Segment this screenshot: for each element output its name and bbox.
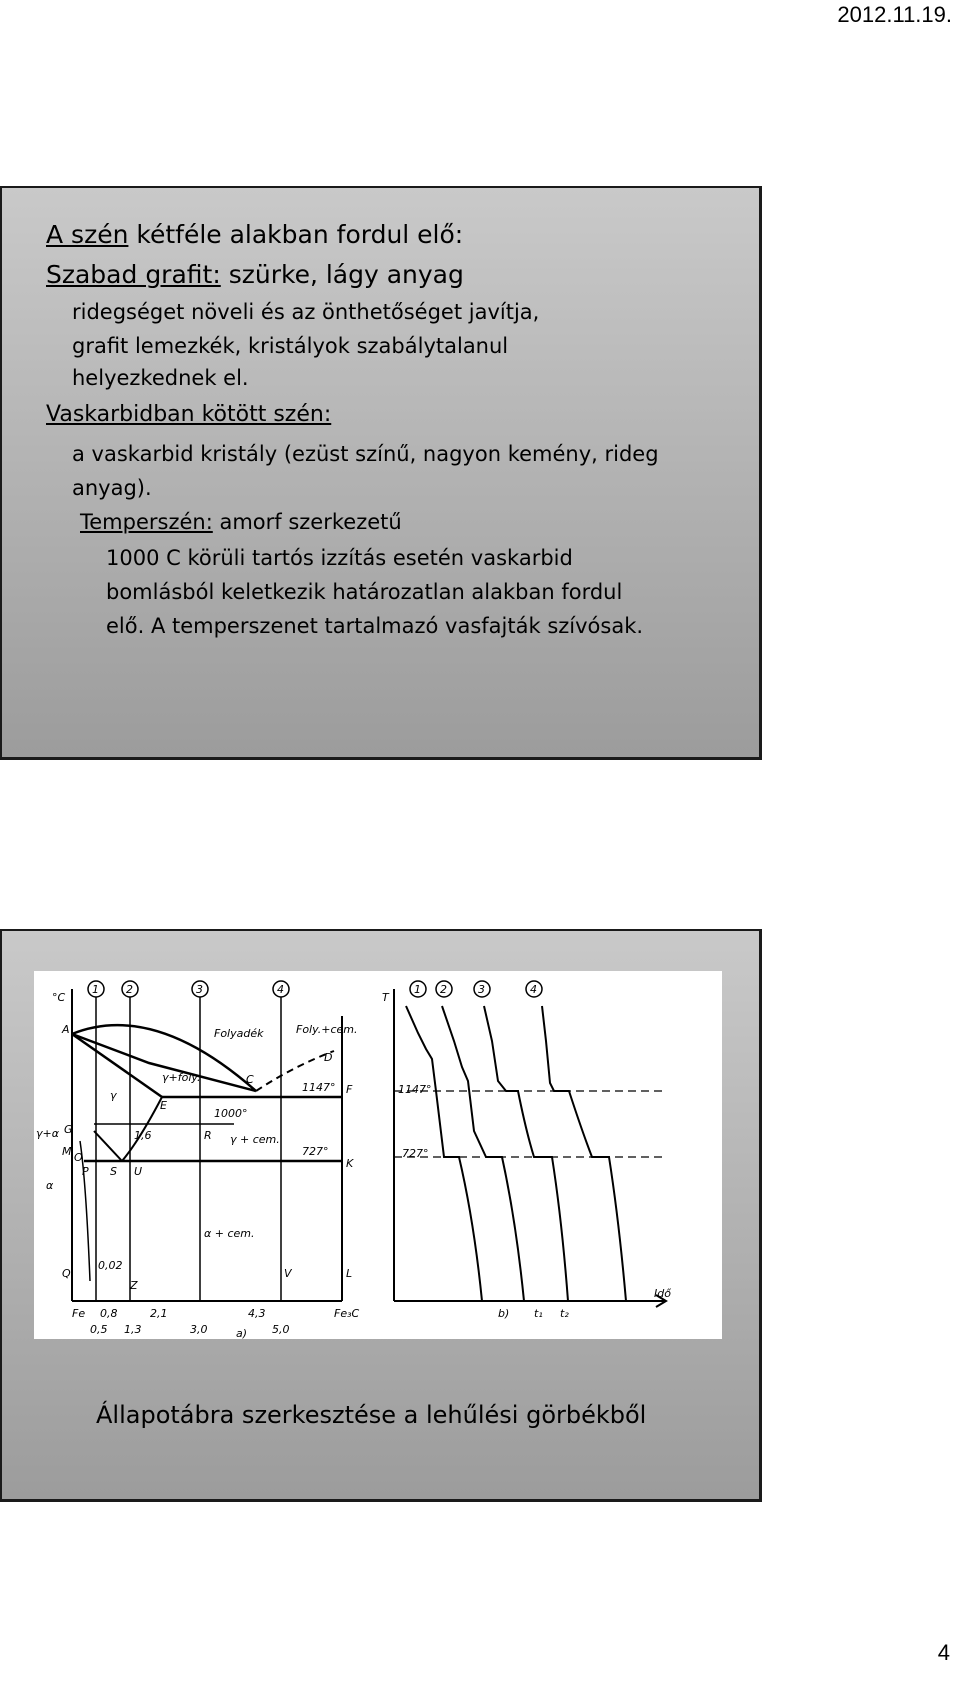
point-Q: Q <box>62 1267 71 1280</box>
region-gamma: γ <box>110 1089 117 1102</box>
subfigure-a-label: a) <box>236 1327 248 1339</box>
point-F: F <box>346 1083 353 1096</box>
x-tick-4-3: 4,3 <box>248 1307 266 1320</box>
slide1-line4: grafit lemezkék, kristályok szabálytalanul <box>72 334 509 358</box>
point-C: C <box>246 1073 254 1086</box>
point-R: R <box>204 1129 212 1142</box>
temp-1147-a: 1147° <box>302 1081 336 1094</box>
slide1-line10: 1000 C körüli tartós izzítás esetén vaskarbid <box>106 546 573 570</box>
temp-727-a: 727° <box>302 1145 329 1158</box>
time-t2: t₂ <box>560 1307 569 1320</box>
temp-727-b: 727° <box>402 1147 429 1160</box>
slide-phase-diagram <box>0 929 762 1502</box>
circle-label-b2: 2 <box>440 983 447 996</box>
point-V: V <box>284 1267 292 1280</box>
point-L: L <box>346 1267 353 1280</box>
point-P: P <box>82 1165 89 1178</box>
point-K: K <box>346 1157 354 1170</box>
point-O: O <box>74 1151 83 1164</box>
value-1-6: 1,6 <box>134 1129 152 1142</box>
x-tick-5-0: 5,0 <box>272 1323 290 1336</box>
iron-carbon-diagram-figure <box>34 971 722 1339</box>
axis-label-celsius: °C <box>52 991 66 1004</box>
point-G: G <box>64 1123 73 1136</box>
point-M: M <box>62 1145 72 1158</box>
circle-label-a2: 2 <box>126 983 133 996</box>
slide1-line2 <box>46 260 464 289</box>
region-gamma-cem: γ + cem. <box>230 1133 280 1146</box>
x-tick-2-1: 2,1 <box>150 1307 168 1320</box>
temp-1147-b: 1147° <box>398 1083 432 1096</box>
slide1-line12: elő. A temperszenet tartalmazó vasfajták szívósak. <box>106 614 644 638</box>
point-U: U <box>134 1165 143 1178</box>
x-label-fe3c: Fe₃C <box>334 1307 360 1320</box>
slide1-line9 <box>80 510 402 534</box>
time-t1: t₁ <box>534 1307 543 1320</box>
x-tick-3-0: 3,0 <box>190 1323 208 1336</box>
point-S: S <box>110 1165 117 1178</box>
diagram-svg <box>34 971 722 1339</box>
axis-label-time: Idő <box>654 1287 671 1300</box>
point-E: E <box>160 1099 167 1112</box>
term-vaskarbid: Vaskarbidban kötött szén: <box>46 402 332 427</box>
term-szabad-grafit: Szabad grafit: <box>46 260 221 289</box>
region-liquid-cem: Foly.+cem. <box>296 1023 358 1036</box>
axis-label-T: T <box>382 991 389 1004</box>
circle-label-b1: 1 <box>414 983 421 996</box>
print-date: 2012.11.19. <box>837 2 952 27</box>
line2-rest: szürke, lágy anyag <box>220 260 464 289</box>
circle-label-a4: 4 <box>277 983 284 996</box>
region-alpha-cem: α + cem. <box>204 1227 255 1240</box>
term-temperszen: Temperszén: <box>80 510 213 534</box>
x-tick-0-5: 0,5 <box>90 1323 108 1336</box>
region-gamma-alpha: γ+α <box>36 1127 59 1140</box>
slide1-line5: helyezkednek el. <box>72 366 249 390</box>
slide1-line3: ridegséget növeli és az önthetőséget javítja, <box>72 300 540 324</box>
x-tick-0-8: 0,8 <box>100 1307 118 1320</box>
slide2-caption: Állapotábra szerkesztése a lehűlési görbékből <box>96 1401 647 1429</box>
region-gamma-liquid: γ+foly. <box>162 1071 201 1084</box>
temp-1000: 1000° <box>214 1107 248 1120</box>
slide1-line8: anyag). <box>72 476 152 500</box>
point-A: A <box>62 1023 70 1036</box>
point-Z: Z <box>130 1279 138 1292</box>
subfigure-b-label: b) <box>498 1307 510 1320</box>
value-0-02: 0,02 <box>98 1259 123 1272</box>
slide1-line11: bomlásból keletkezik határozatlan alakban fordul <box>106 580 623 604</box>
circle-label-a1: 1 <box>92 983 99 996</box>
line9-rest: amorf szerkezetű <box>212 510 402 534</box>
region-liquid: Folyadék <box>214 1027 264 1040</box>
slide1-line1 <box>46 220 463 249</box>
term-szen: A szén <box>46 220 129 249</box>
circle-label-b3: 3 <box>478 983 485 996</box>
line1-rest: kétféle alakban fordul elő: <box>128 220 464 249</box>
slide1-line7: a vaskarbid kristály (ezüst színű, nagyon kemény, rideg <box>72 442 659 466</box>
page-number: 4 <box>937 1640 950 1665</box>
circle-label-b4: 4 <box>530 983 537 996</box>
point-D: D <box>324 1051 333 1064</box>
x-tick-1-3: 1,3 <box>124 1323 142 1336</box>
x-label-fe: Fe <box>72 1307 86 1320</box>
slide-carbon-forms <box>0 186 762 760</box>
region-alpha: α <box>46 1179 54 1192</box>
circle-label-a3: 3 <box>196 983 203 996</box>
